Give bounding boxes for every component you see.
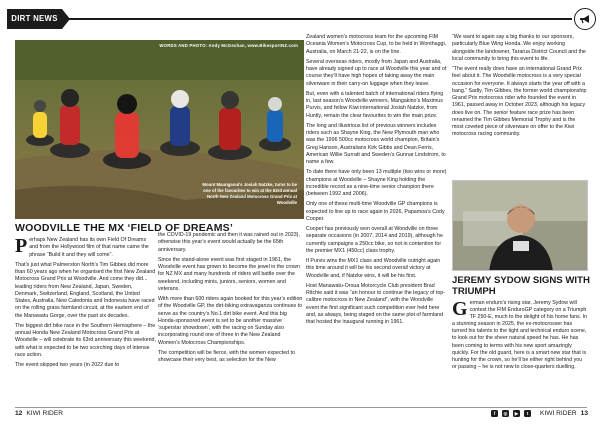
paragraph: “The event really does have an international Grand Prix feel about it. The Woodville motocross is a very special occasion for everyone. It always starts the year off with a bang.” Sadly, Tim Gibbes, the former world championship Grand Prix motocross rider who founded the event in 1961, passed away in October 2023, although his legacy does live on. The senior feature race prize has been renamed the Tim Gibbes Memorial Trophy and is the most coveted piece of silverware on offer to the Kiwi motocross racing community.	[452, 66, 587, 138]
paragraph: Cooper has previously won overall at Woodville on three separate occasions (in 2007, 2014 and 2019), although he currently campaigns a 250cc bike, so not in contention for the premier MX1 (450cc) class trophy.	[306, 226, 443, 254]
paragraph: That’s just what Palmerston North’s Tim Gibbes did more than 60 years ago when he organised the first New Zealand Motocross Grand Prix at Woodville. And come they did... leading riders from New Zealand, Japan, Sweden, Denmark, Switzerland, England, Scotland, the United States, Australia, New Caledonia and Indonesia have raced on the rolling grass farmland circuit, at the eastern end of the Manawatu Gorge, over the past six decades.	[15, 261, 156, 319]
rider-portrait-illustration	[453, 181, 588, 271]
twitter-icon: t	[524, 410, 531, 417]
article-column-3	[306, 34, 447, 329]
paragraph: the COVID-19 pandemic and then it was rained out in 2023), otherwise this year’s event would actually be the 65th anniversary.	[158, 232, 300, 253]
page-number-left: 12	[15, 410, 23, 417]
paragraph: Since the stand-alone event was first staged in 1961, the Woodville event has grown to become the jewel in the crown for NZ MX and many hundreds of riders will battle over the weekend, including minis, juniors, seniors, women and veterans.	[158, 256, 300, 292]
side-story-headline: JEREMY SYDOW SIGNS WITH TRIUMPH	[452, 275, 590, 297]
paragraph: Perhaps New Zealand has its own Field Of Dreams and from the Hollywood film of that name came the phrase “Build it and they will come”.	[15, 235, 149, 258]
header-rule	[62, 18, 572, 20]
paragraph: With more than 600 riders again booked for this year’s edition of the Woodville GP, the dirt-biking extravaganza continues to serve as the country’s No.1 dirt bike event. And this big Honda-sponsored event is set to be another massive ‘superstar showdown’, with the racing on Sunday also incorporating round one of three in the New Zealand Women’s Motocross Championships.	[158, 296, 303, 346]
paragraph: To date there have only been 13 multiple (two wins or more) champions at Woodville – Shayne King holding the incredible record as a nine-time senior champion there (between 1992 and 2006).	[306, 169, 447, 197]
side-story-body: German enduro’s rising star, Jeremy Sydow will contest the FIM EnduroGP category on a Triumph TF 250-E, much to the delight of his home fans. In a stunning season in 2025, the ex-motocrosser has turned his talents to the tight and technical enduro scene, to look out for the sheer natural speed he has. He has been coming to terms with his new sport amazingly quickly. For the old guard, here is a smart new star that is hunting for the crown, so he’ll be either right behind you or passing – he is not new to close-quarters duelling.	[452, 298, 588, 370]
paragraph: Host Manawatu-Oroua Motorcycle Club president Brad Ritchie said it was “an honour to continue the legacy of top-calibre motocross in New Zealand”, with the Woodville event the first significant such competition ever held here and, as always, being staged on the same plot of farmland that hosted the inaugural running in 1961.	[306, 282, 445, 325]
drop-cap: P	[15, 235, 28, 257]
photo-caption: Mount Maunganui's Josiah Natzke, turns to be one of the favourites to win at the 63rd annual North New Zealand Motocross Grand Prix at Woodville	[202, 182, 297, 205]
paragraph: But, even with a talented batch of international riders flying in, last season’s Woodville winners, Mangakino’s Maximus Purvis, and fellow Kiwi international Josiah Natzke, from Huntly, remain the clear favourites to win the main prize.	[306, 90, 444, 119]
page-header	[0, 0, 600, 38]
facebook-icon: f	[491, 410, 498, 417]
footer-rule	[15, 407, 587, 408]
paragraph: If Purvis wins the MX1 class and Woodville outright again this time around it will be his second overall victory at Woodville and, if Natzke wins, it will be his first.	[306, 258, 441, 279]
paragraph: The biggest dirt bike race in the Southern Hemisphere – the annual Honda New Zealand Motocross Grand Prix at Woodville – will celebrate its 63rd anniversary this weekend, with what is expected to be two scorching days of intense race action.	[15, 322, 156, 358]
youtube-icon: ▶	[514, 411, 519, 416]
section-label: DIRT NEWS	[7, 9, 62, 29]
main-headline: WOODVILLE THE MX ‘FIELD OF DREAMS’	[15, 222, 233, 234]
footer-left	[15, 410, 63, 417]
article-column-1	[15, 237, 156, 372]
footer-right	[491, 410, 588, 417]
magazine-name-left: KIWI RIDER	[26, 410, 63, 417]
article-column-4	[452, 34, 587, 142]
instagram-icon: ◎	[503, 411, 508, 416]
article-column-2	[158, 232, 303, 367]
megaphone-icon	[574, 8, 596, 30]
page-number-right: 13	[580, 410, 588, 417]
side-photo-rider-portrait	[452, 180, 588, 271]
drop-cap: G	[452, 298, 468, 320]
paragraph: Zealand women’s motocross team for the upcoming FIM Oceania Women’s Motocross Cup, to be held in Wonthaggi, Australia, on March 21-22, is on the line.	[306, 34, 447, 55]
photo-credit: WORDS AND PHOTO: Andy McGechan, www.BikesportNZ.com	[159, 43, 298, 48]
paragraph: The competition will be fierce, with the women expected to showcase their very best, as selection for the New	[158, 349, 295, 363]
paragraph: The event skipped two years (in 2022 due to	[15, 362, 120, 368]
magazine-name-right: KIWI RIDER	[540, 410, 577, 417]
paragraph: “We want to again say a big thanks to our sponsors, particularly Blue Wing Honda. We enjoy working alongside the landowner, Tararua District Council and the local community to bring this event to life.	[452, 34, 586, 62]
paragraph: Only one of these multi-time Woodville GP champions is expected to line up to race again in 2026, Papamoa’s Cody Cooper.	[306, 201, 445, 222]
paragraph: The long and illustrious list of previous winners includes riders such as Shayne King, the New Plymouth man who was the 1996 500cc motocross world champion, Britain’s Greg Hanson, Australians Kirk Gibbs and Dean Ferris, American Willie Surratt and Sweden’s Gunnar Lindstrom, to name a few.	[306, 122, 446, 165]
main-photo-motocross-riders	[15, 40, 304, 219]
paragraph: Several overseas riders, mostly from Japan and Australia, have already signed up to race at Woodville this year and of course they’ll have high hopes of taking away the main silverware in their carry-on luggage when they leave.	[306, 58, 447, 87]
